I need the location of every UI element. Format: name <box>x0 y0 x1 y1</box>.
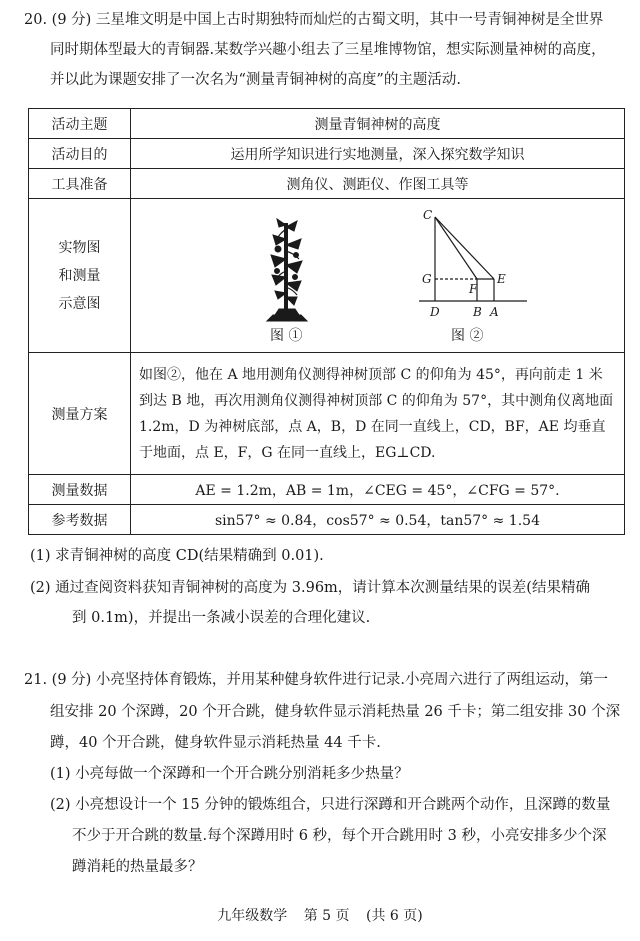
row-label-line: 和测量 <box>58 267 101 284</box>
row-value: sin57° ≈ 0.84，cos57° ≈ 0.54，tan57° ≈ 1.54 <box>131 505 625 535</box>
label-B: B <box>473 304 482 319</box>
figure-2-caption: 图 ② <box>451 327 484 344</box>
table-row <box>29 505 625 535</box>
row-value: 测角仪、测距仪、作图工具等 <box>131 169 625 199</box>
q21-sub-2c: 蹲消耗的热量最多？ <box>72 859 203 875</box>
q20-sub-1: (1) 求青铜神树的高度 CD(结果精确到 0.01). <box>30 548 324 564</box>
row-value: AE = 1.2m，AB = 1m，∠CEG = 45°，∠CFG = 57°. <box>131 475 625 505</box>
table-row <box>29 475 625 505</box>
q21-line-3: 蹲，40 个开合跳，健身软件显示消耗热量 44 千卡. <box>50 735 381 751</box>
figure-1-caption: 图 ① <box>270 327 303 344</box>
label-C: C <box>423 207 433 222</box>
page-footer <box>0 905 640 925</box>
footer-page: 第 5 页 <box>303 908 350 924</box>
figures <box>139 201 616 351</box>
table-row <box>29 199 625 353</box>
label-D: D <box>430 304 440 319</box>
table-row <box>29 109 625 139</box>
row-label: 测量方案 <box>29 353 131 475</box>
label-F: F <box>469 281 478 296</box>
footer-total: (共 6 页) <box>365 908 423 924</box>
q20-sub-2b: 到 0.1m)，并提出一条减小误差的合理化建议. <box>72 610 371 626</box>
figures-cell <box>131 199 625 353</box>
row-label <box>29 199 131 353</box>
measurement-plan: 如图②，他在 A 地用测角仪测得神树顶部 C 的仰角为 45°，再向前走 1 米到达 B 地，再次用测角仪测得神树顶部 C 的仰角为 57°，其中测角仪离地面 1.2m，D 为神树底部，点 A，B，D 在同一直线上，CD，BF，AE 均垂直于地面，点 E，F，G 在同一直线上，EG⊥CD. <box>131 353 625 475</box>
row-label: 活动目的 <box>29 139 131 169</box>
label-G: G <box>422 271 432 286</box>
table-row <box>29 169 625 199</box>
q21-line-1: 21. (9 分) 小亮坚持体育锻炼，并用某种健身软件进行记录.小亮周六进行了两组运动，第一 <box>24 672 609 688</box>
row-label-line: 实物图 <box>58 239 101 256</box>
footer-subject: 九年级数学 <box>217 908 288 924</box>
q21-sub-2b: 不少于开合跳的数量.每个深蹲用时 6 秒，每个开合跳用时 3 秒，小亮安排多少个深 <box>72 828 607 844</box>
label-A: A <box>490 304 499 319</box>
q20-line-1: 20. (9 分) 三星堆文明是中国上古时期独特而灿烂的古蜀文明，其中一号青铜神树是全世界 <box>24 12 604 28</box>
table-row <box>29 139 625 169</box>
q21-sub-2a: (2) 小亮想设计一个 15 分钟的锻炼组合，只进行深蹲和开合跳两个动作，且深蹲的数量 <box>50 797 611 813</box>
row-label: 活动主题 <box>29 109 131 139</box>
row-value: 运用所学知识进行实地测量，深入探究数学知识 <box>131 139 625 169</box>
table-row <box>29 353 625 475</box>
measurement-diagram <box>419 205 529 325</box>
q20-line-3: 并以此为课题安排了一次名为“测量青铜神树的高度”的主题活动. <box>50 72 461 88</box>
row-label: 参考数据 <box>29 505 131 535</box>
q20-sub-2a: (2) 通过查阅资料获知青铜神树的高度为 3.96m，请计算本次测量结果的误差(结果精确 <box>30 580 590 596</box>
bronze-tree-figure <box>257 215 317 327</box>
q21-sub-1: (1) 小亮每做一个深蹲和一个开合跳分别消耗多少热量？ <box>50 766 409 782</box>
row-label: 工具准备 <box>29 169 131 199</box>
activity-table <box>28 108 625 535</box>
row-label-line: 示意图 <box>58 295 101 312</box>
row-value: 测量青铜神树的高度 <box>131 109 625 139</box>
q21-line-2: 组安排 20 个深蹲，20 个开合跳，健身软件显示消耗热量 26 千卡；第二组安排 30 个深 <box>50 704 621 720</box>
row-label: 测量数据 <box>29 475 131 505</box>
label-E: E <box>497 271 506 286</box>
q20-line-2: 同时期体型最大的青铜器.某数学兴趣小组去了三星堆博物馆，想实际测量神树的高度， <box>50 42 606 58</box>
